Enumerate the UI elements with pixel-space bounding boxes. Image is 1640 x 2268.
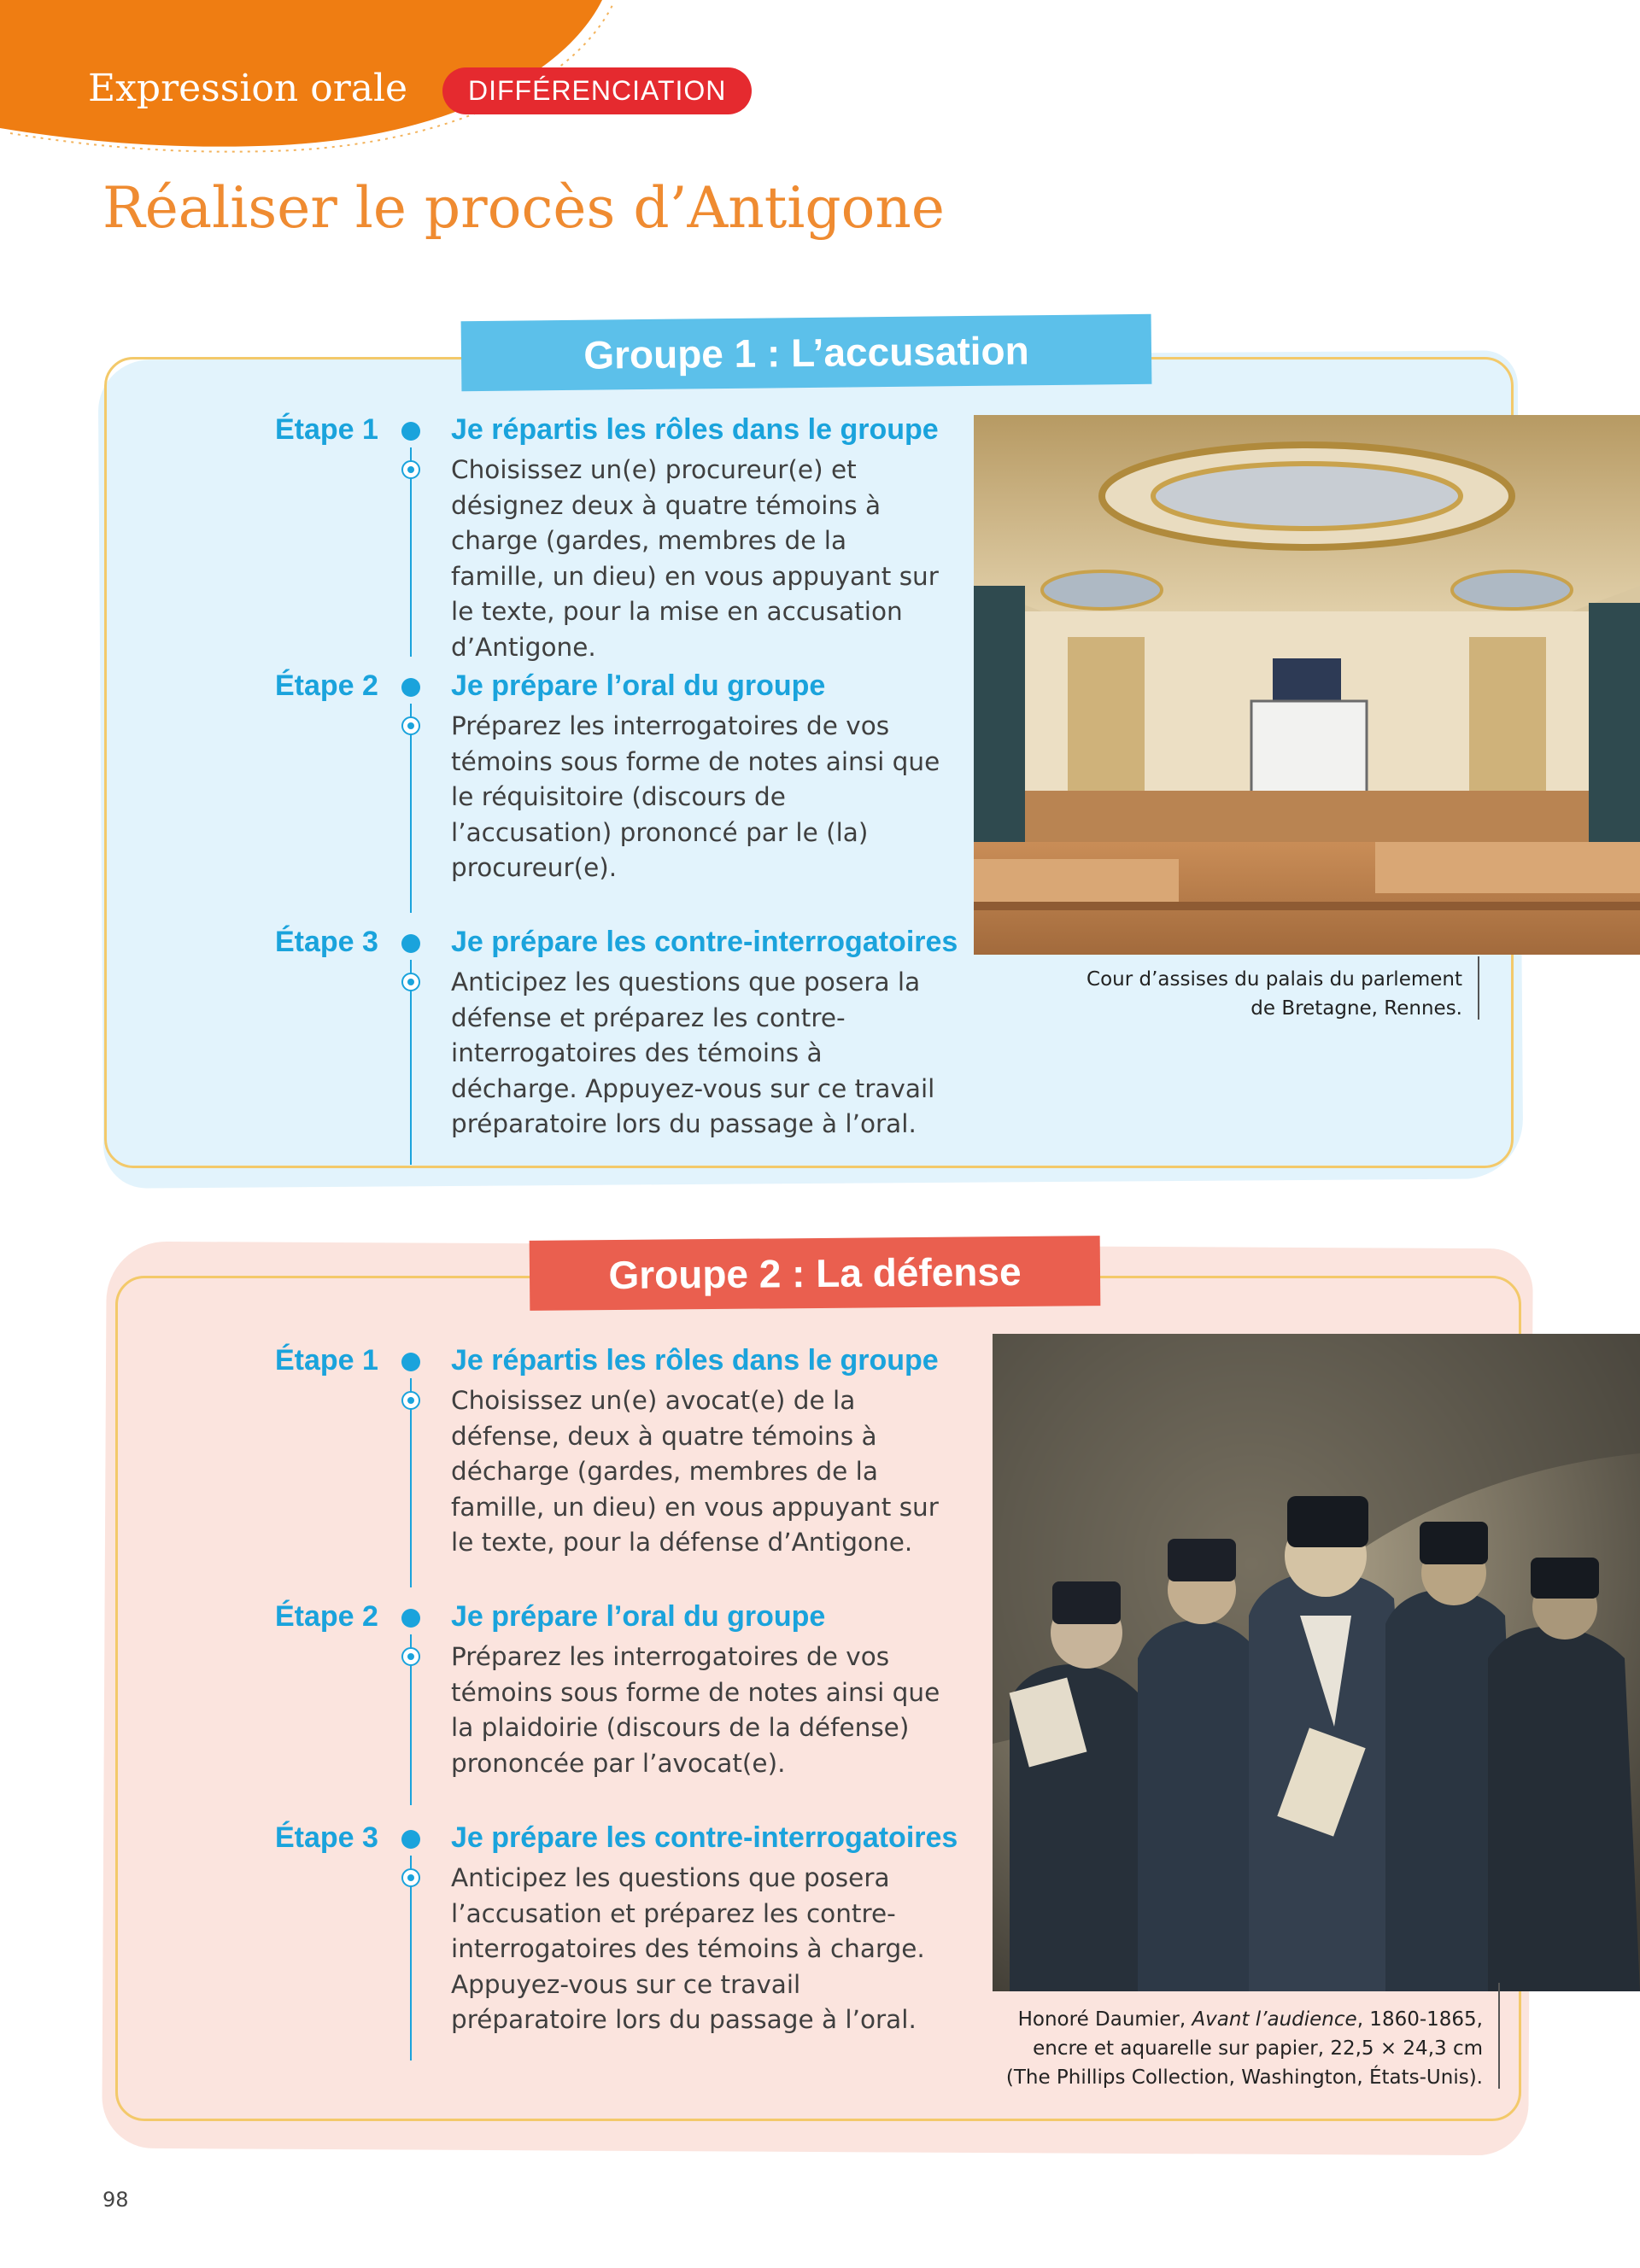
differentiation-badge: DIFFÉRENCIATION	[442, 67, 752, 114]
step-title: Je répartis les rôles dans le groupe	[451, 1344, 939, 1377]
caption-line: de Bretagne, Rennes.	[1250, 997, 1462, 1020]
daumier-painting	[993, 1334, 1640, 1991]
step-text: Anticipez les questions que posera la défense et préparez les contre-interrogatoires des témoins à décharge. Appuyez-vous sur ce travail préparatoire lors du passage à l’oral.	[451, 967, 935, 1138]
step-text: Préparez les interrogatoires de vos témoins sous forme de notes ainsi que la plaidoirie (discours de la défense) prononcée par l’avocat(e).	[451, 1642, 940, 1778]
caption-line	[940, 2005, 1483, 2034]
bullet-dot-icon	[401, 1830, 420, 1849]
step-title: Je répartis les rôles dans le groupe	[451, 413, 939, 446]
caption-work-title: Avant l’audience	[1192, 2008, 1357, 2031]
page-number: 98	[102, 2188, 129, 2212]
caption-rule	[1498, 1983, 1500, 2089]
bullet-dot-icon	[401, 1609, 420, 1628]
step-label: Étape 1	[275, 413, 378, 446]
step-text: Choisissez un(e) avocat(e) de la défense, deux à quatre témoins à décharge (gardes, membres de la famille, un dieu) en vous appuyant sur le texte, pour la défense d’Antigone.	[451, 1386, 939, 1557]
bullet-dot-icon	[401, 678, 420, 697]
step-label: Étape 2	[275, 669, 378, 702]
target-bullet-icon	[401, 1391, 420, 1410]
step-text: Préparez les interrogatoires de vos témoins sous forme de notes ainsi que le réquisitoire (discours de l’accusation) prononcé par le (la) procureur(e).	[451, 711, 940, 882]
bullet-dot-icon	[401, 934, 420, 953]
step-label: Étape 2	[275, 1600, 378, 1633]
step-label: Étape 1	[275, 1344, 378, 1377]
target-bullet-icon	[401, 1868, 420, 1887]
step-label: Étape 3	[275, 1821, 378, 1854]
step-text: Anticipez les questions que posera l’accusation et préparez les contre-interrogatoires des témoins à charge. Appuyez-vous sur ce travail préparatoire lors du passage à l’oral.	[451, 1863, 925, 2034]
caption-rule	[1478, 956, 1479, 1020]
page-title: Réaliser le procès d’Antigone	[102, 175, 945, 241]
bullet-dot-icon	[401, 422, 420, 441]
daumier-caption	[940, 2005, 1483, 2092]
step-title: Je prépare l’oral du groupe	[451, 1600, 826, 1633]
step-title: Je prépare l’oral du groupe	[451, 669, 826, 702]
group2-banner: Groupe 2 : La défense	[530, 1236, 1101, 1311]
caption-author: Honoré Daumier,	[1017, 2008, 1192, 2031]
group1-banner: Groupe 1 : L’accusation	[461, 314, 1152, 391]
target-bullet-icon	[401, 1647, 420, 1666]
step-title: Je prépare les contre-interrogatoires	[451, 1821, 958, 1854]
target-bullet-icon	[401, 973, 420, 991]
courtroom-photo	[974, 415, 1640, 955]
caption-date: , 1860-1865,	[1356, 2008, 1483, 2031]
caption-line: (The Phillips Collection, Washington, États-Unis).	[1005, 2066, 1483, 2089]
step-label: Étape 3	[275, 926, 378, 958]
step-title: Je prépare les contre-interrogatoires	[451, 926, 958, 958]
target-bullet-icon	[401, 716, 420, 735]
section-label: Expression orale	[88, 67, 408, 110]
caption-line: encre et aquarelle sur papier, 22,5 × 24,3 cm	[1033, 2037, 1483, 2060]
caption-line: Cour d’assises du palais du parlement	[1086, 968, 1462, 991]
target-bullet-icon	[401, 460, 420, 479]
bullet-dot-icon	[401, 1353, 420, 1371]
courtroom-caption	[1025, 965, 1462, 1023]
step-text: Choisissez un(e) procureur(e) et désignez deux à quatre témoins à charge (gardes, membres de la famille, un dieu) en vous appuyant sur le texte, pour la mise en accusation d’Antigone.	[451, 455, 939, 662]
